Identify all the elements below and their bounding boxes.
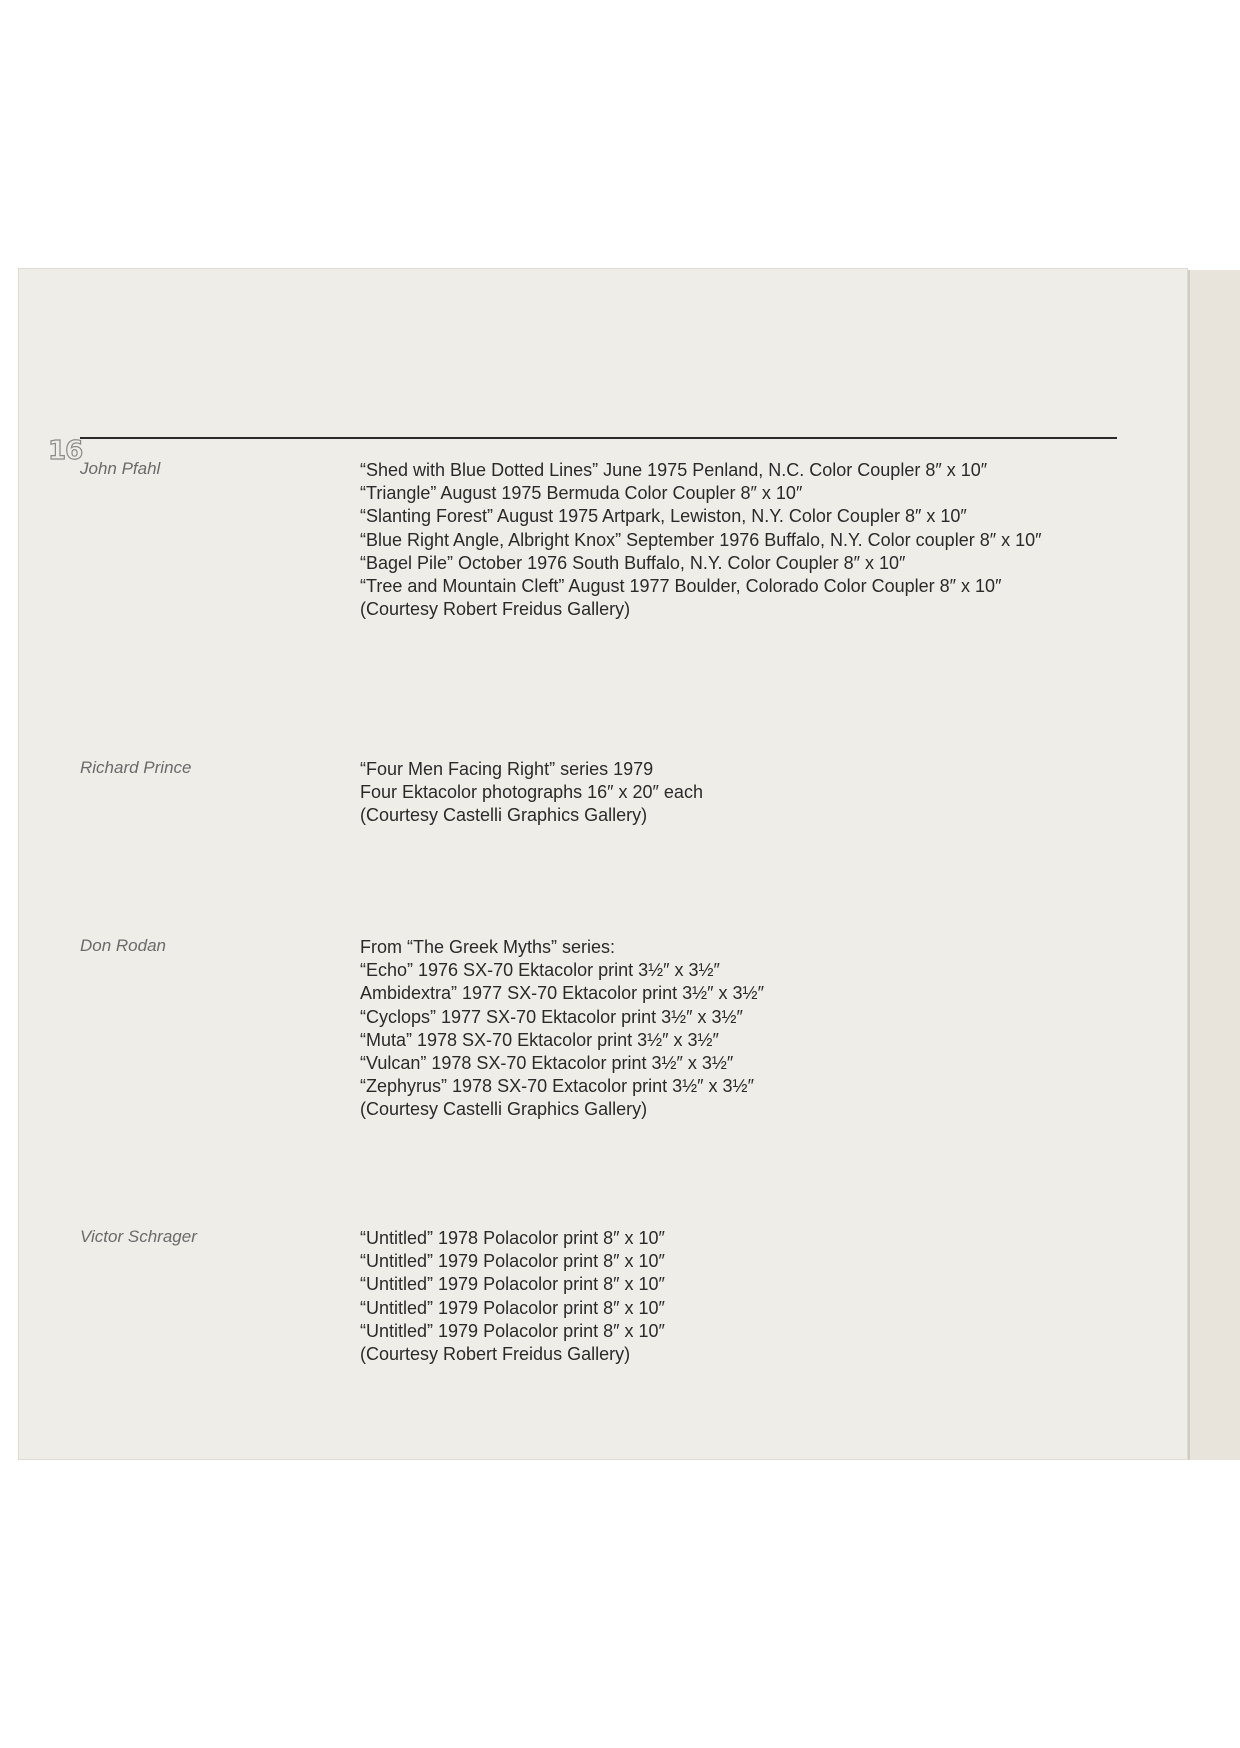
work-entry: “Untitled” 1979 Polacolor print 8″ x 10″: [360, 1274, 665, 1295]
page-number: 16: [48, 436, 83, 466]
works-list-victor-schrager: [360, 1227, 1130, 1366]
work-entry: “Triangle” August 1975 Bermuda Color Coupler 8″ x 10″: [360, 483, 803, 504]
work-entry: “Slanting Forest” August 1975 Artpark, Lewiston, N.Y. Color Coupler 8″ x 10″: [360, 506, 967, 527]
work-entry: “Muta” 1978 SX-70 Ektacolor print 3½″ x 3½″: [360, 1029, 719, 1050]
artist-name-john-pfahl: John Pfahl: [80, 459, 161, 478]
work-entry: “Four Men Facing Right” series 1979: [360, 759, 654, 779]
work-entry: Four Ektacolor photographs 16″ x 20″ each: [360, 782, 703, 803]
works-list-richard-prince: [360, 758, 1130, 828]
courtesy-note: (Courtesy Robert Freidus Gallery): [360, 599, 631, 620]
courtesy-note: (Courtesy Castelli Graphics Gallery): [360, 805, 648, 826]
work-entry: “Vulcan” 1978 SX-70 Ektacolor print 3½″ x 3½″: [360, 1053, 734, 1074]
artist-name-richard-prince: Richard Prince: [80, 758, 192, 777]
works-list-john-pfahl: [360, 459, 1130, 621]
work-entry: “Cyclops” 1977 SX-70 Ektacolor print 3½″ x 3½″: [360, 1006, 743, 1027]
work-entry: “Blue Right Angle, Albright Knox” September 1976 Buffalo, N.Y. Color coupler 8″ x 10″: [360, 529, 1042, 550]
work-entry: “Untitled” 1979 Polacolor print 8″ x 10″: [360, 1320, 665, 1341]
work-entry: “Untitled” 1979 Polacolor print 8″ x 10″: [360, 1251, 665, 1272]
courtesy-note: (Courtesy Robert Freidus Gallery): [360, 1344, 631, 1365]
work-entry: From “The Greek Myths” series:: [360, 937, 616, 957]
artist-name-victor-schrager: Victor Schrager: [80, 1227, 197, 1246]
work-entry: “Untitled” 1978 Polacolor print 8″ x 10″: [360, 1228, 665, 1248]
works-list-don-rodan: [360, 936, 1130, 1122]
facing-page-edge: [1188, 270, 1240, 1460]
work-entry: “Untitled” 1979 Polacolor print 8″ x 10″: [360, 1297, 665, 1318]
work-entry: “Zephyrus” 1978 SX-70 Extacolor print 3½″ x 3½″: [360, 1076, 754, 1097]
work-entry: “Tree and Mountain Cleft” August 1977 Boulder, Colorado Color Coupler 8″ x 10″: [360, 576, 1002, 597]
work-entry: “Echo” 1976 SX-70 Ektacolor print 3½″ x 3½″: [360, 960, 720, 981]
work-entry: “Bagel Pile” October 1976 South Buffalo, N.Y. Color Coupler 8″ x 10″: [360, 552, 906, 573]
header-rule: [80, 437, 1117, 439]
courtesy-note: (Courtesy Castelli Graphics Gallery): [360, 1099, 648, 1120]
work-entry: Ambidextra” 1977 SX-70 Ektacolor print 3½″ x 3½″: [360, 983, 764, 1004]
artist-name-don-rodan: Don Rodan: [80, 936, 167, 955]
work-entry: “Shed with Blue Dotted Lines” June 1975 Penland, N.C. Color Coupler 8″ x 10″: [360, 460, 988, 480]
